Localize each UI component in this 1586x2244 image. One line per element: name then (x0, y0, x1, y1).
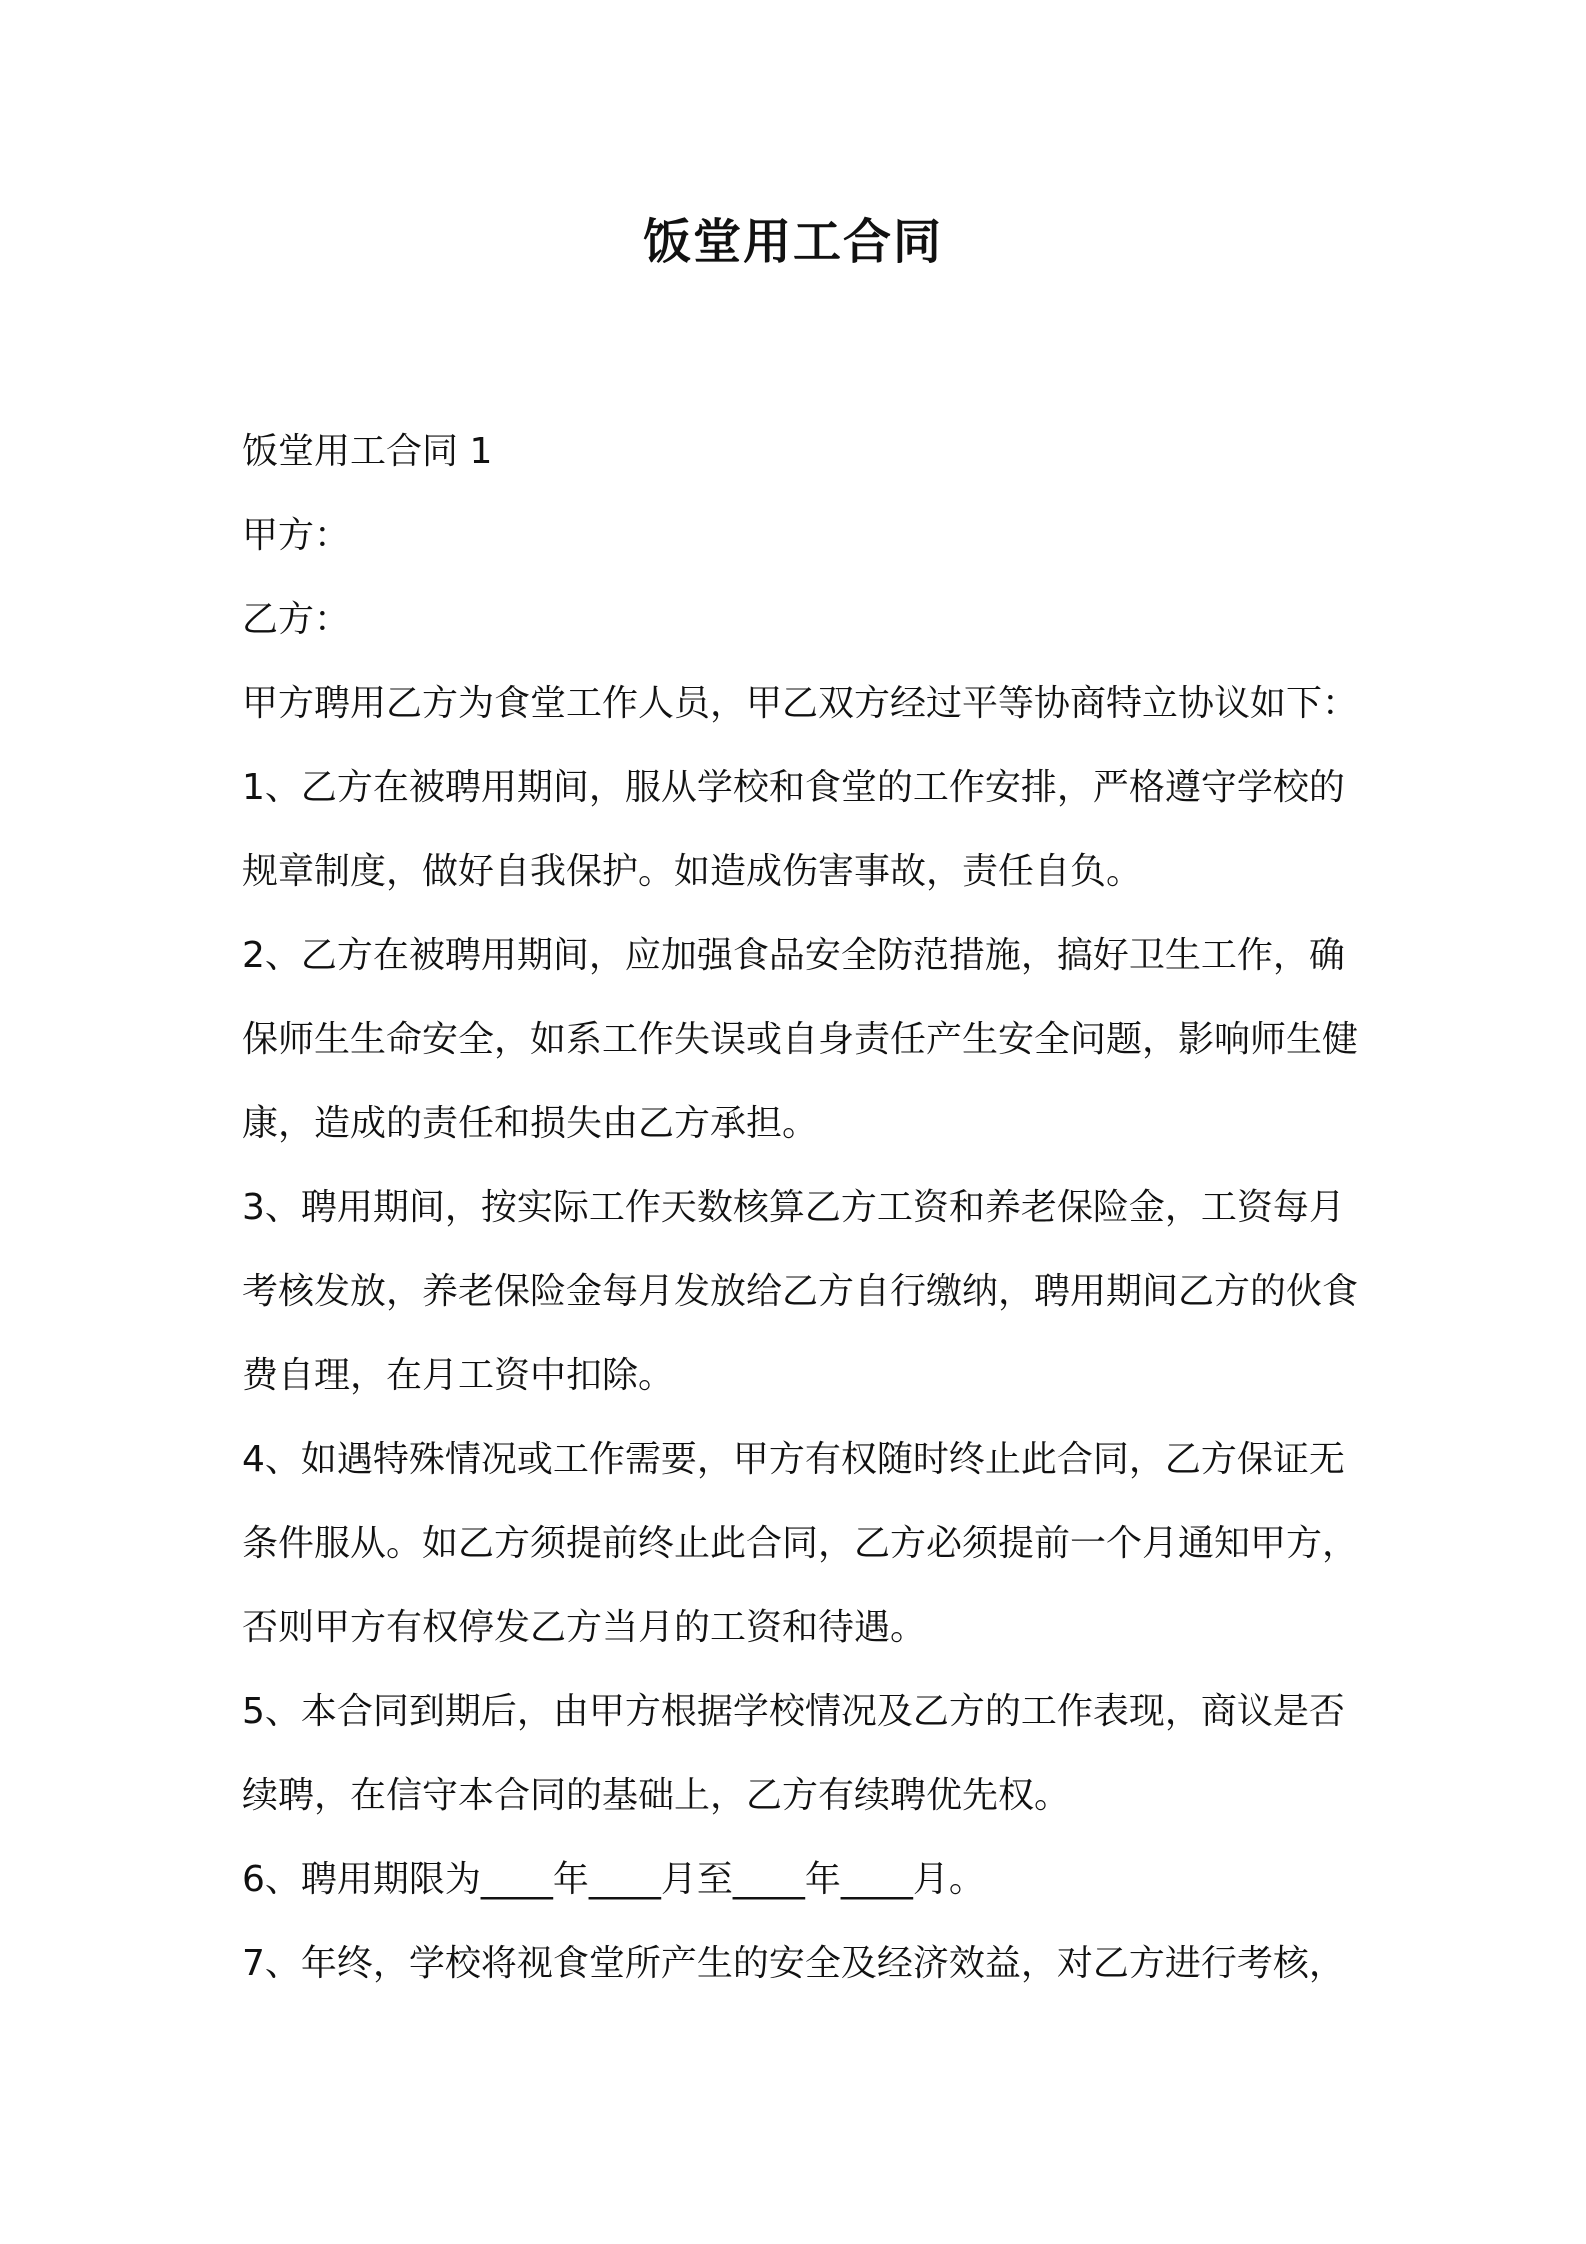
document-body (242, 410, 1362, 2006)
clause-4: 4、如遇特殊情况或工作需要，甲方有权随时终止此合同，乙方保证无条件服从。如乙方须提前终止此合同，乙方必须提前一个月通知甲方，否则甲方有权停发乙方当月的工资和待遇。 (242, 1439, 1359, 1648)
party-a-line: 甲方： (242, 515, 351, 556)
clause-3: 3、聘用期间，按实际工作天数核算乙方工资和养老保险金，工资每月考核发放，养老保险金每月发放给乙方自行缴纳，聘用期间乙方的伙食费自理，在月工资中扣除。 (242, 1187, 1359, 1396)
intro-paragraph: 甲方聘用乙方为食堂工作人员，甲乙双方经过平等协商特立协议如下： (242, 683, 1359, 724)
clause-1: 1、乙方在被聘用期间，服从学校和食堂的工作安排，严格遵守学校的规章制度，做好自我保护。如造成伤害事故，责任自负。 (242, 767, 1345, 892)
document-title: 饭堂用工合同 (642, 214, 943, 270)
clause-5: 5、本合同到期后，由甲方根据学校情况及乙方的工作表现，商议是否续聘，在信守本合同的基础上，乙方有续聘优先权。 (242, 1691, 1345, 1816)
party-b-line: 乙方： (242, 599, 351, 640)
clause-6: 6、聘用期限为____年____月至____年____月。 (242, 1859, 985, 1900)
contract-subtitle: 饭堂用工合同 1 (242, 431, 493, 472)
clause-2: 2、乙方在被聘用期间，应加强食品安全防范措施，搞好卫生工作，确保师生生命安全，如系工作失误或自身责任产生安全问题，影响师生健康，造成的责任和损失由乙方承担。 (242, 935, 1359, 1144)
clause-7: 7、年终，学校将视食堂所产生的安全及经济效益，对乙方进行考核， (242, 1943, 1345, 1984)
